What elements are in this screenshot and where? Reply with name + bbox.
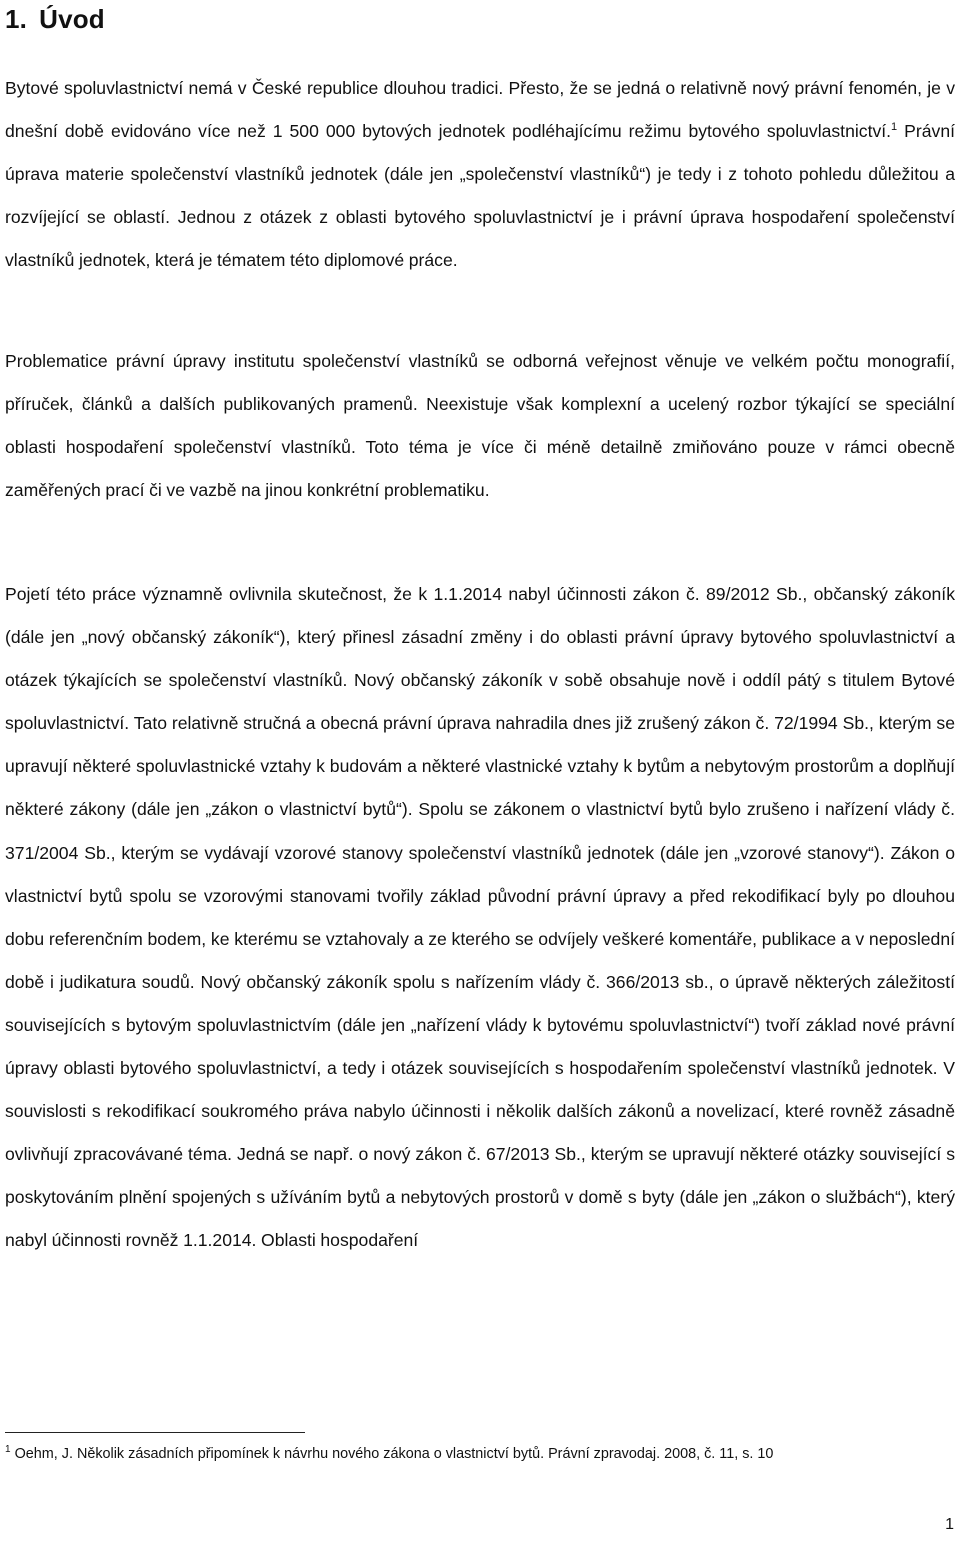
- footnote-number: 1: [5, 1444, 11, 1456]
- paragraph-legislation: Pojetí této práce významně ovlivnila skutečnost, že k 1.1.2014 nabyl účinnosti zákon č. 89/2012 Sb., občanský zákoník (dále jen „nový občanský zákoník“), který přinesl zásadní změny i do oblasti právní úpravy bytového spoluvlastnictví a otázek týkajících se společenství vlastníků. Nový občanský zákoník v sobě obsahuje nově i oddíl pátý s titulem Bytové spoluvlastnictví. Tato relativně stručná a obecná právní úprava nahradila dnes již zrušený zákon č. 72/1994 Sb., kterým se upravují některé spoluvlastnické vztahy k budovám a některé vlastnické vztahy k bytům a nebytovým prostorům a doplňují některé zákony (dále jen „zákon o vlastnictví bytů“). Spolu se zákonem o vlastnictví bytů bylo zrušeno i nařízení vlády č. 371/2004 Sb., kterým se vydávají vzorové stanovy společenství vlastníků jednotek (dále jen „vzorové stanovy“). Zákon o vlastnictví bytů spolu se vzorovými stanovami tvořily základ původní právní úpravy a před rekodifikací byly po dlouhou dobu referenčním bodem, ke kterému se vztahovaly a ze kterého se odvíjely veškeré komentáře, publikace a v neposlední době i judikatura soudů. Nový občanský zákoník spolu s nařízením vlády č. 366/2013 sb., o úpravě některých záležitostí souvisejících s bytovým spoluvlastnictvím (dále jen „nařízení vlády k bytovému spoluvlastnictví“) tvoří základ nové právní úpravy oblasti bytového spoluvlastnictví, a tedy i otázek souvisejících s hospodařením společenství vlastníků jednotek. V souvislosti s rekodifikací soukromého práva nabylo účinnosti i několik dalších zákonů a novelizací, které rovněž zásadně ovlivňují zpracovávané téma. Jedná se např. o nový zákon č. 67/2013 Sb., kterým se upravují některé otázky související s poskytováním plnění spojených s užíváním bytů a nebytových prostorů v domě s byty (dále jen „zákon o službách“), který nabyl účinnosti rovněž 1.1.2014. Oblasti hospodaření: [5, 584, 955, 1251]
- paragraph-introduction: [5, 67, 955, 282]
- footnote: [5, 1443, 955, 1465]
- chapter-number: 1.: [5, 4, 28, 34]
- paragraph-text: Právní úprava materie společenství vlastníků jednotek (dále jen „společenství vlastníků“) je tedy i z tohoto pohledu důležitou a rozvíjející se oblastí. Jednou z otázek z oblasti bytového spoluvlastnictví je i právní úprava hospodaření společenství vlastníků jednotek, která je tématem této diplomové práce.: [5, 121, 955, 271]
- footnote-divider: [5, 1432, 305, 1433]
- chapter-title: Úvod: [39, 4, 105, 34]
- page-number: 1: [945, 1516, 954, 1533]
- footnote-reference[interactable]: 1: [891, 121, 898, 134]
- paragraph-literature: Problematice právní úpravy institutu společenství vlastníků se odborná veřejnost věnuje ve velkém počtu monografií, příruček, článků a dalších publikovaných pramenů. Neexistuje však komplexní a ucelený rozbor týkající se speciální oblasti hospodaření společenství vlastníků. Toto téma je více či méně detailně zmiňováno pouze v rámci obecně zaměřených prací či ve vazbě na jinou konkrétní problematiku.: [5, 351, 955, 501]
- chapter-heading: [5, 2, 105, 36]
- footnote-text: Oehm, J. Několik zásadních připomínek k návrhu nového zákona o vlastnictví bytů. Právní zpravodaj. 2008, č. 11, s. 10: [14, 1446, 774, 1462]
- paragraph-text: Bytové spoluvlastnictví nemá v České republice dlouhou tradici. Přesto, že se jedná o relativně nový právní fenomén, je v dnešní době evidováno více než 1 500 000 bytových jednotek podléhajícímu režimu bytového spoluvlastnictví.: [5, 78, 955, 142]
